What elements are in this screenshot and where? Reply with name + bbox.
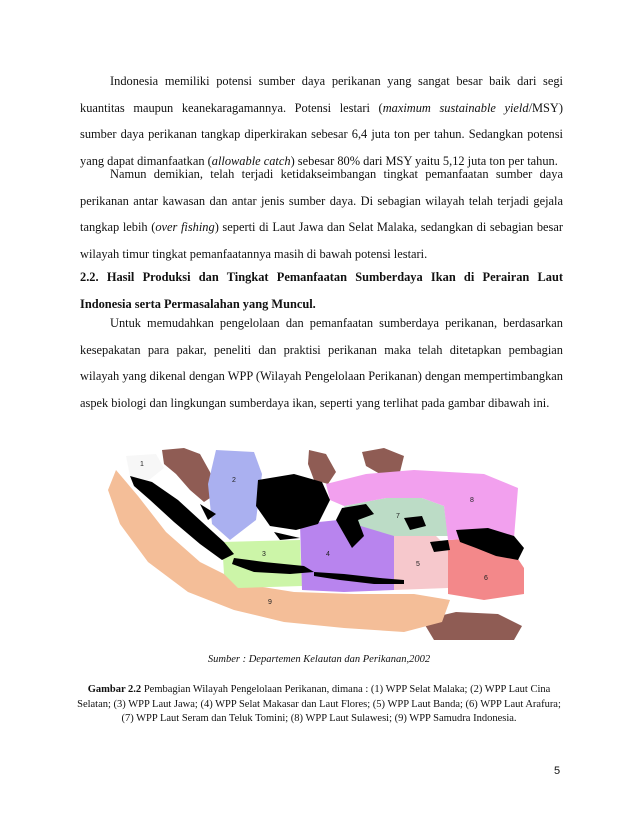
map-label-2: 2: [232, 477, 236, 484]
map-label-5: 5: [416, 561, 420, 568]
figure-source: Sumber : Departemen Kelautan dan Perikanan,2002: [207, 654, 431, 665]
paragraph-wpp: Untuk memudahkan pengelolaan dan pemanfaatan sumberdaya perikanan, berdasarkan kesepakatan para pakar, peneliti dan praktisi perikanan maka telah ditetapkan pembagian wilayah yang dikenal dengan WPP (Wilayah Pengelolaan Perikanan) dengan mempertimbangkan aspek biologi dan lingkungan sumberdaya ikan, seperti yang terlihat pada gambar dibawah ini.: [80, 316, 563, 410]
map-label-9: 9: [268, 599, 272, 606]
map-label-8: 8: [470, 497, 474, 504]
caption-label: Gambar 2.2: [87, 684, 142, 695]
map-label-1: 1: [140, 461, 144, 468]
page-number: 5: [554, 765, 561, 777]
paragraph-potensi: Indonesia memiliki potensi sumber daya perikanan yang sangat besar baik dari segi kuantitas maupun keanekaragamannya. Potensi lestari (maximum sustainable yield/MSY) sumber daya perikanan tangkap diperkirakan sebesar 6,4 juta ton per tahun. Sedangkan potensi yang dapat dimanfaatkan (allowable catch) sebesar 80% dari MSY yaitu 5,12 juta ton per tahun.: [80, 74, 563, 168]
caption-text: Pembagian Wilayah Pengelolaan Perikanan, dimana : (1) WPP Selat Malaka; (2) WPP Laut Cina Selatan; (3) WPP Laut Jawa; (4) WPP Selat Makasar dan Laut Flores; (5) WPP Laut Banda; (6) WPP Laut Arafura; (7) WPP Laut Seram dan Teluk Tomini; (8) WPP Laut Sulawesi; (9) WPP Samudra Indonesia.: [77, 684, 561, 725]
paragraph-ketidakseimbangan: Namun demikian, telah terjadi ketidakseimbangan tingkat pemanfaatan sumber daya perikanan antar kawasan dan antar jenis sumber daya. Di sebagian wilayah telah terjadi gejala tangkap lebih (over fishing) seperti di Laut Jawa dan Selat Malaka, sedangkan di sebagian besar wilayah timur tingkat pemanfaatannya masih di bawah potensi lestari.: [80, 167, 563, 261]
section-heading: 2.2. Hasil Produksi dan Tingkat Pemanfaatan Sumberdaya Ikan di Perairan Laut Indonesia serta Permasalahan yang Muncul.: [80, 270, 563, 311]
map-label-4: 4: [326, 551, 330, 558]
wpp-map-figure: [104, 444, 534, 642]
map-label-6: 6: [484, 575, 488, 582]
figure-caption: [72, 683, 566, 727]
map-label-3: 3: [262, 551, 266, 558]
land-kalimantan: [256, 474, 330, 530]
map-label-7: 7: [396, 513, 400, 520]
